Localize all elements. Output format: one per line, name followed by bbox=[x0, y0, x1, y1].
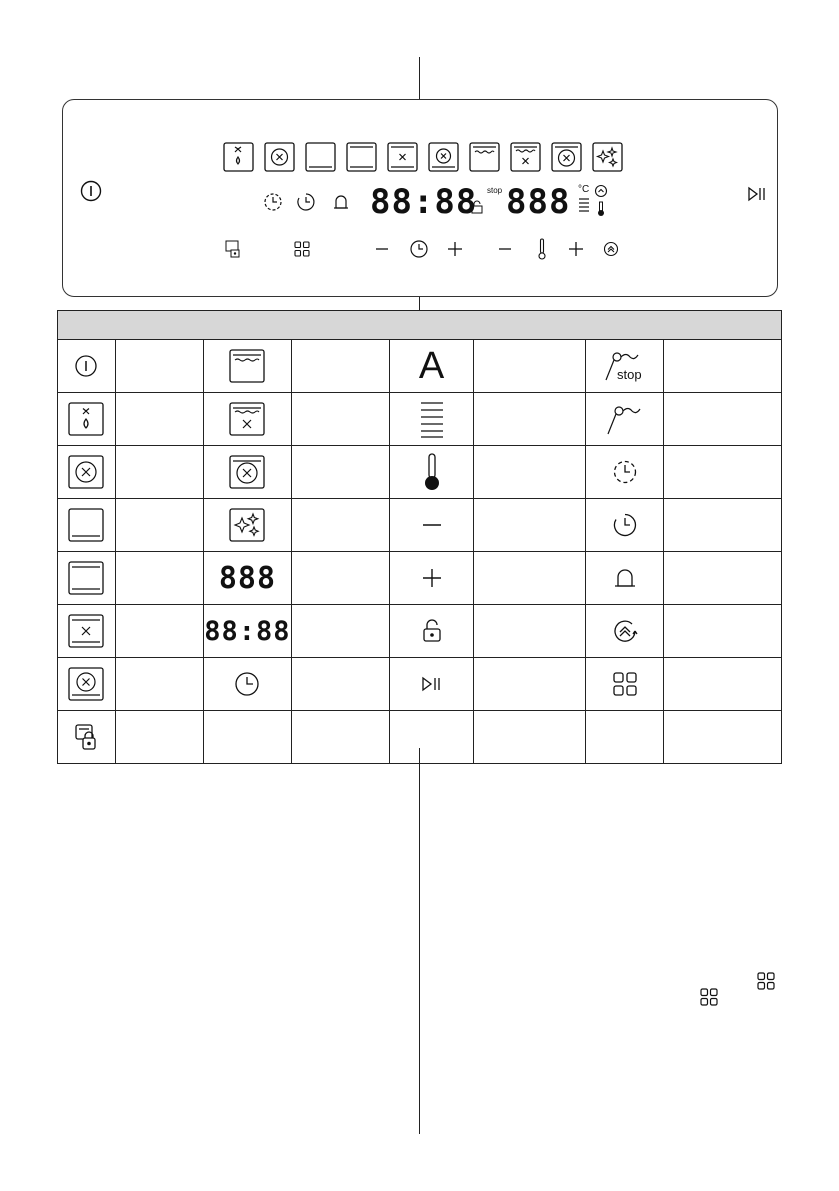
rapid-heat-icon bbox=[586, 617, 662, 645]
heat-level-bars-icon bbox=[390, 400, 473, 438]
thermometer-icon bbox=[597, 201, 605, 217]
control-panel bbox=[62, 99, 778, 297]
alarm-bell-icon bbox=[331, 192, 351, 212]
power-icon bbox=[58, 354, 115, 378]
table-header bbox=[58, 311, 782, 340]
top-bottom-heat-icon[interactable] bbox=[346, 142, 377, 172]
true-fan-moist-icon bbox=[58, 402, 115, 436]
temperature-display: 888 bbox=[506, 182, 571, 222]
end-time-icon bbox=[296, 192, 316, 212]
temp-unit-label: °C bbox=[578, 184, 590, 195]
cleaning-sparkle-icon[interactable] bbox=[592, 142, 623, 172]
plus-icon bbox=[390, 569, 473, 587]
temp-plus-button[interactable] bbox=[569, 242, 583, 256]
svg-text:stop: stop bbox=[616, 367, 642, 382]
time-minus-button[interactable] bbox=[376, 248, 388, 250]
child-lock-button[interactable] bbox=[225, 240, 241, 258]
table-row bbox=[58, 552, 782, 605]
heat-level-bars-icon bbox=[579, 197, 589, 215]
function-row bbox=[223, 142, 623, 172]
grill-icon bbox=[204, 349, 290, 383]
bottom-heat-icon bbox=[58, 508, 115, 542]
fan-ring-bottom-icon bbox=[58, 667, 115, 701]
clock-icon bbox=[204, 671, 290, 697]
grill-fan-icon bbox=[204, 402, 290, 436]
clock-button[interactable] bbox=[409, 239, 429, 259]
time-display: 88:88 bbox=[370, 182, 478, 222]
menu-grid-icon bbox=[757, 972, 775, 990]
rapid-heat-icon bbox=[594, 184, 608, 198]
auto-mode-icon: A bbox=[418, 344, 445, 387]
core-probe-icon bbox=[586, 402, 662, 436]
alarm-bell-icon bbox=[586, 565, 662, 591]
fan-ring-icon[interactable] bbox=[264, 142, 295, 172]
table-row bbox=[58, 446, 782, 499]
symbol-legend-table bbox=[57, 310, 782, 764]
table-row bbox=[58, 658, 782, 711]
menu-grid-icon bbox=[586, 672, 662, 696]
child-lock-icon bbox=[58, 723, 115, 751]
end-time-icon bbox=[586, 512, 662, 538]
turbo-grill-icon bbox=[204, 455, 290, 489]
delay-start-icon bbox=[263, 192, 283, 212]
grill-icon[interactable] bbox=[469, 142, 500, 172]
door-lock-icon bbox=[390, 619, 473, 643]
time-display: 88:88 bbox=[204, 615, 291, 647]
table-row bbox=[58, 605, 782, 658]
fan-ring-icon bbox=[58, 455, 115, 489]
three-digit-display: 888 bbox=[218, 560, 277, 596]
table-row bbox=[58, 340, 782, 393]
rapid-heat-button[interactable] bbox=[603, 241, 619, 257]
minus-icon bbox=[390, 524, 473, 526]
turbo-grill-icon[interactable] bbox=[551, 142, 582, 172]
core-probe-stop-icon bbox=[586, 349, 662, 383]
door-lock-icon bbox=[471, 200, 483, 214]
core-probe-stop-icon: stop bbox=[487, 186, 503, 195]
table-row bbox=[58, 711, 782, 764]
bottom-heat-icon[interactable] bbox=[305, 142, 336, 172]
start-pause-icon[interactable] bbox=[747, 186, 767, 202]
page-divider-bottom bbox=[419, 748, 420, 1134]
page-divider-mid bbox=[419, 297, 420, 310]
page-divider-top bbox=[419, 57, 420, 99]
table-row bbox=[58, 499, 782, 552]
thermometer-icon bbox=[390, 452, 473, 492]
fan-ring-bottom-icon[interactable] bbox=[428, 142, 459, 172]
fan-top-bottom-icon bbox=[58, 614, 115, 648]
table-row bbox=[58, 393, 782, 446]
power-icon[interactable] bbox=[80, 180, 102, 202]
grill-fan-icon[interactable] bbox=[510, 142, 541, 172]
start-pause-icon bbox=[390, 676, 473, 692]
temp-minus-button[interactable] bbox=[499, 248, 511, 250]
time-plus-button[interactable] bbox=[448, 242, 462, 256]
menu-grid-button[interactable] bbox=[294, 241, 310, 257]
delay-start-icon bbox=[586, 459, 662, 485]
true-fan-moist-icon[interactable] bbox=[223, 142, 254, 172]
temperature-button[interactable] bbox=[538, 238, 546, 260]
fan-top-bottom-icon[interactable] bbox=[387, 142, 418, 172]
menu-grid-icon bbox=[700, 988, 718, 1006]
top-bottom-heat-icon bbox=[58, 561, 115, 595]
cleaning-sparkle-icon bbox=[204, 508, 290, 542]
